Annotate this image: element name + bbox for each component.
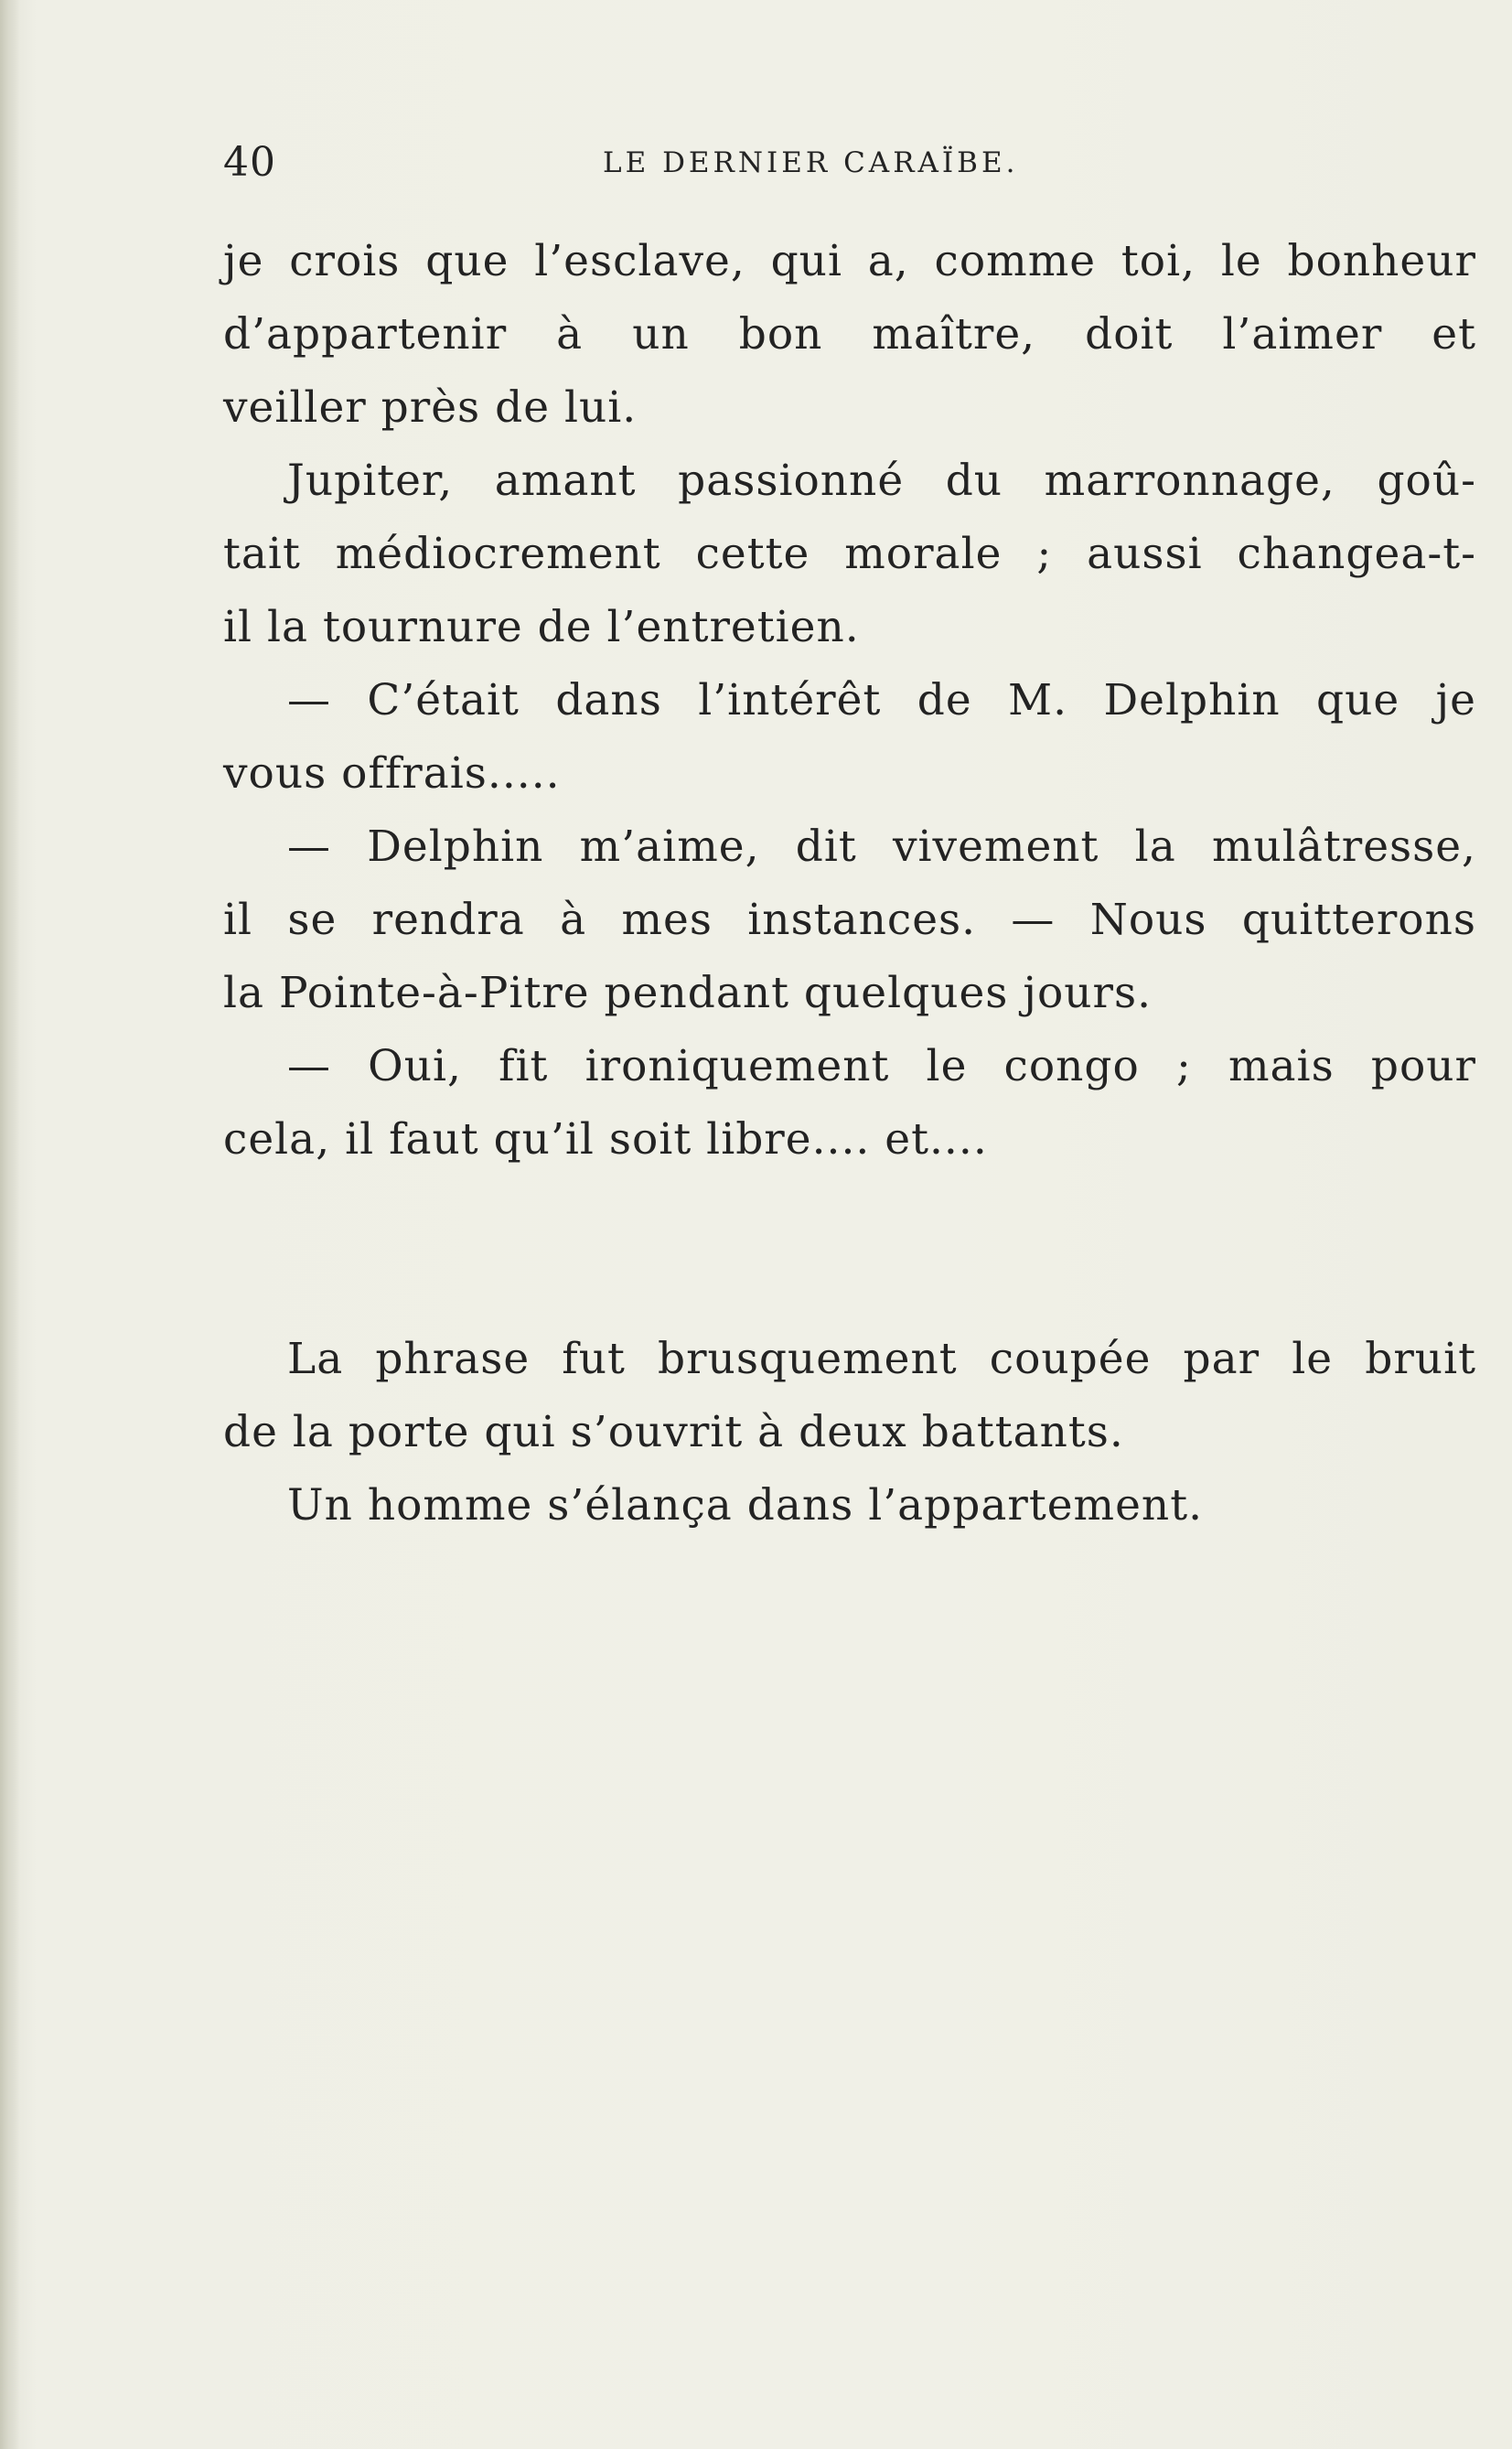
text-line: — Oui, fit ironiquement le congo ; mais pour — [287, 1041, 1476, 1091]
text-line: je crois que l’esclave, qui a, comme toi, le bonheur — [223, 236, 1476, 286]
text-line: il se rendra à mes instances. — Nous quitterons — [223, 895, 1476, 945]
text-line: la Pointe-à-Pitre pendant quelques jours. — [223, 968, 1153, 1018]
text-line: vous offrais..... — [223, 748, 561, 799]
text-line: Un homme s’élança dans l’appartement. — [287, 1480, 1204, 1531]
text-line: de la porte qui s’ouvrit à deux battants. — [223, 1407, 1124, 1457]
page-number: 40 — [223, 139, 276, 186]
text-line: tait médiocrement cette morale ; aussi changea-t- — [223, 529, 1476, 579]
binding-shadow — [0, 0, 20, 2449]
text-line: — Delphin m’aime, dit vivement la mulâtresse, — [287, 822, 1476, 872]
text-line: — C’était dans l’intérêt de M. Delphin que je — [287, 675, 1476, 725]
page-header — [223, 135, 1476, 190]
running-title: LE DERNIER CARAÏBE. — [603, 146, 1019, 179]
text-line: veiller près de lui. — [223, 382, 638, 433]
text-line: Jupiter, amant passionné du marronnage, goû- — [287, 456, 1476, 506]
text-line: d’appartenir à un bon maître, doit l’aimer et — [223, 309, 1476, 360]
text-line: cela, il faut qu’il soit libre.... et.... — [223, 1114, 988, 1165]
text-line: il la tournure de l’entretien. — [223, 602, 860, 652]
text-line: La phrase fut brusquement coupée par le bruit — [287, 1334, 1476, 1384]
